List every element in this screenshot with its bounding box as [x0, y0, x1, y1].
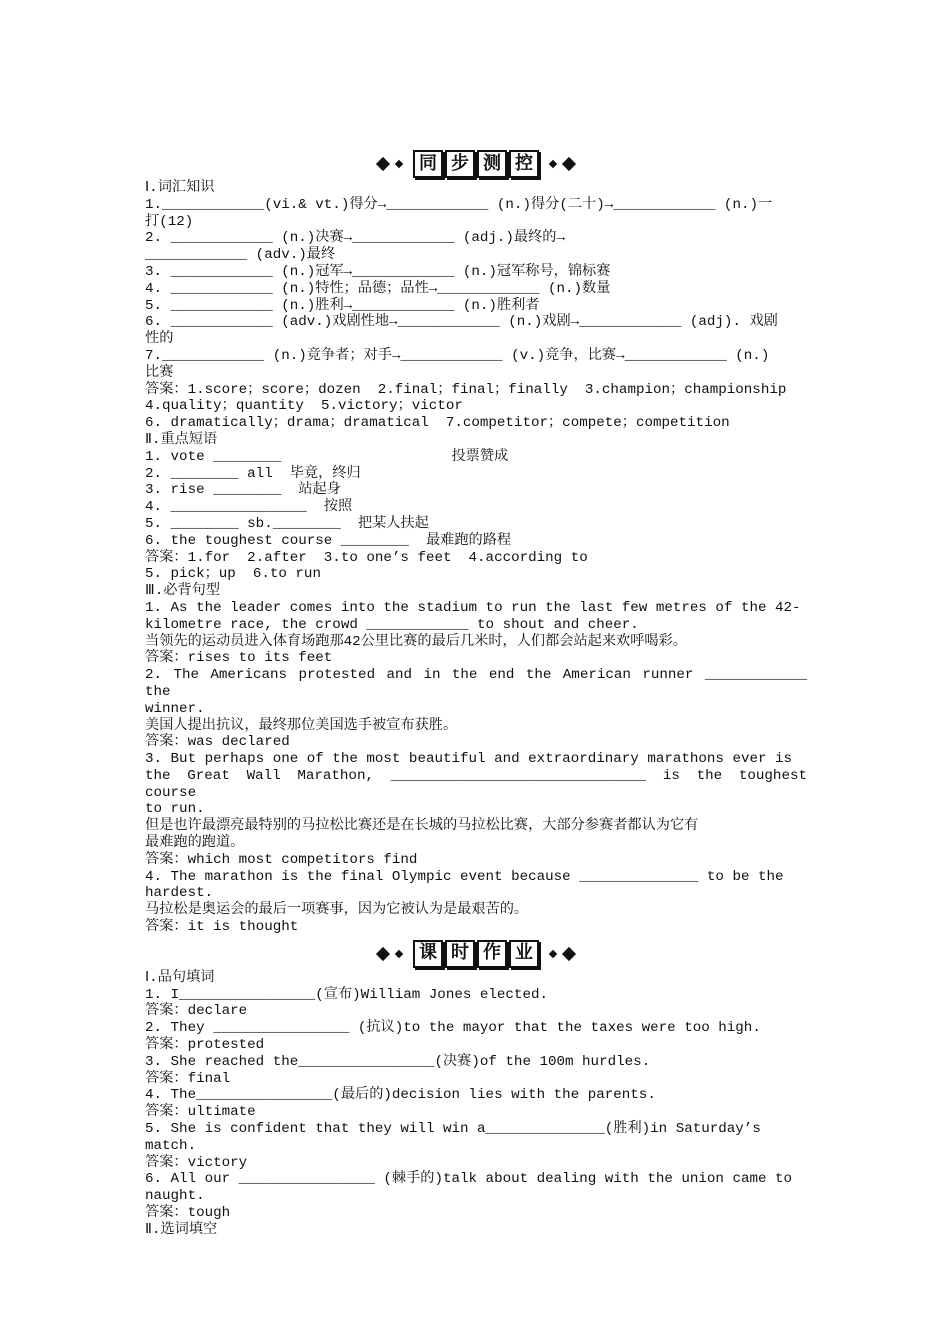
diamond-icon [549, 950, 557, 958]
text-line: 3. She reached the________________(决赛)of the 100m hurdles. [145, 1053, 651, 1070]
text-line: 6. ____________ (adv.)戏剧性地→____________ (n.)戏剧→____________ (adj). 戏剧 [145, 314, 778, 331]
text-line: 1. As the leader comes into the stadium to run the last few metres of the 42- [145, 599, 801, 616]
text-line: 美国人提出抗议，最终那位美国选手被宣布获胜。 [145, 717, 458, 734]
text-line: 1. vote ________ 投票赞成 [145, 448, 509, 465]
text-line: 3. But perhaps one of the most beautiful and extraordinary marathons ever is [145, 751, 793, 768]
text-line: ____________ (adv.)最终 [145, 247, 336, 264]
text-line: 答案：was declared [145, 734, 290, 751]
text-line: 答案：declare [145, 1003, 248, 1020]
text-line: 1.____________(vi.& vt.)得分→____________ (n.)得分(二十)→____________ (n.)一 [145, 196, 773, 213]
text-line: Ⅰ.品句填词 [145, 969, 215, 986]
text-line: kilometre race, the crowd ____________ to shout and cheer. [145, 616, 639, 633]
text-line: 3. rise ________ 站起身 [145, 482, 341, 499]
text-line: 马拉松是奥运会的最后一项赛事，因为它被认为是最艰苦的。 [145, 902, 529, 919]
text-line: 5. ________ sb.________ 把某人扶起 [145, 515, 429, 532]
text-line: 2. The Americans protested and in the end the American runner ____________ the [145, 667, 816, 700]
diamond-icon [549, 160, 557, 168]
diamond-icon [376, 947, 390, 961]
text-line: hardest. [145, 885, 214, 902]
text-line: 性的 [145, 331, 174, 348]
text-line: Ⅲ.必背句型 [145, 583, 221, 600]
diamond-icon [376, 157, 390, 171]
text-line: 答案：1.score；score；dozen 2.final；final；finally 3.champion；championship [145, 381, 787, 398]
text-line: Ⅱ.重点短语 [145, 431, 218, 448]
text-line: 答案：rises to its feet [145, 650, 333, 667]
text-line: match. [145, 1137, 197, 1154]
text-line: 5. ____________ (n.)胜利→____________ (n.)胜利者 [145, 297, 540, 314]
diamond-icon [562, 157, 576, 171]
homework-content [145, 970, 807, 1239]
banner-char-box: 作 [477, 940, 507, 968]
text-line: 当领先的运动员进入体育场跑那42公里比赛的最后几米时，人们都会站起来欢呼喝彩。 [145, 633, 687, 650]
text-line: naught. [145, 1188, 205, 1205]
text-line: 答案：protested [145, 1037, 265, 1054]
text-line: 6. All our ________________ (棘手的)talk about dealing with the union came to [145, 1171, 793, 1188]
diamond-icon [395, 160, 403, 168]
text-line: 答案：it is thought [145, 919, 299, 936]
text-line: 2. ____________ (n.)决赛→____________ (adj.)最终的→ [145, 230, 566, 247]
text-line: 2. ________ all 毕竟，终归 [145, 465, 361, 482]
text-line: 最难跑的跑道。 [145, 835, 245, 852]
banner-title [412, 150, 540, 178]
banner-char-box: 课 [413, 940, 443, 968]
text-line: 6. dramatically；drama；dramatical 7.competitor；compete；competition [145, 415, 730, 432]
text-line: the Great Wall Marathon, ______________________________ is the toughest course [145, 767, 816, 801]
banner-char-box: 控 [509, 150, 539, 178]
text-line: 答案：ultimate [145, 1104, 256, 1121]
text-line: 1. I________________(宣布)William Jones elected. [145, 986, 548, 1003]
text-line: 答案：final [145, 1070, 231, 1087]
worksheet-page [145, 148, 816, 1239]
sync-test-content [145, 180, 816, 936]
text-line: 4.quality；quantity 5.victory；victor [145, 398, 463, 415]
text-line: 答案：1.for 2.after 3.to one’s feet 4.according to [145, 549, 588, 566]
text-line: 但是也许最漂亮最特别的马拉松比赛还是在长城的马拉松比赛，大部分参赛者都认为它有 [145, 818, 699, 835]
text-line: Ⅱ.选词填空 [145, 1221, 218, 1238]
text-line: winner. [145, 700, 205, 717]
section-banner-homework [145, 938, 807, 970]
text-line: to run. [145, 801, 205, 818]
banner-char-box: 同 [413, 150, 443, 178]
banner-char-box: 时 [445, 940, 475, 968]
banner-char-box: 测 [477, 150, 507, 178]
text-line: 2. They ________________ (抗议)to the mayor that the taxes were too high. [145, 1020, 761, 1037]
text-line: 打(12) [145, 213, 194, 230]
section-banner-sync-test [145, 148, 807, 180]
diamond-icon [395, 950, 403, 958]
text-line: 答案：which most competitors find [145, 851, 418, 868]
text-line: 3. ____________ (n.)冠军→____________ (n.)冠军称号，锦标赛 [145, 263, 611, 280]
text-line: 答案：tough [145, 1205, 231, 1222]
text-line: Ⅰ.词汇知识 [145, 180, 215, 196]
text-line: 4. ________________ 按照 [145, 499, 353, 516]
text-line: 比赛 [145, 364, 174, 381]
banner-char-box: 步 [445, 150, 475, 178]
text-line: 5. pick；up 6.to run [145, 566, 321, 583]
text-line: 4. The________________(最后的)decision lies with the parents. [145, 1087, 656, 1104]
banner-title [412, 940, 540, 968]
banner-char-box: 业 [509, 940, 539, 968]
text-line: 4. The marathon is the final Olympic event because ______________ to be the [145, 868, 784, 885]
text-line: 答案：victory [145, 1154, 248, 1171]
text-line: 5. She is confident that they will win a______________(胜利)in Saturday’s [145, 1121, 761, 1138]
text-line: 4. ____________ (n.)特性；品德；品性→____________ (n.)数量 [145, 280, 611, 297]
text-line: 6. the toughest course ________ 最难跑的路程 [145, 532, 512, 549]
text-line: 7.____________ (n.)竞争者；对手→____________ (v.)竞争，比赛→____________ (n.) [145, 347, 770, 364]
diamond-icon [562, 947, 576, 961]
